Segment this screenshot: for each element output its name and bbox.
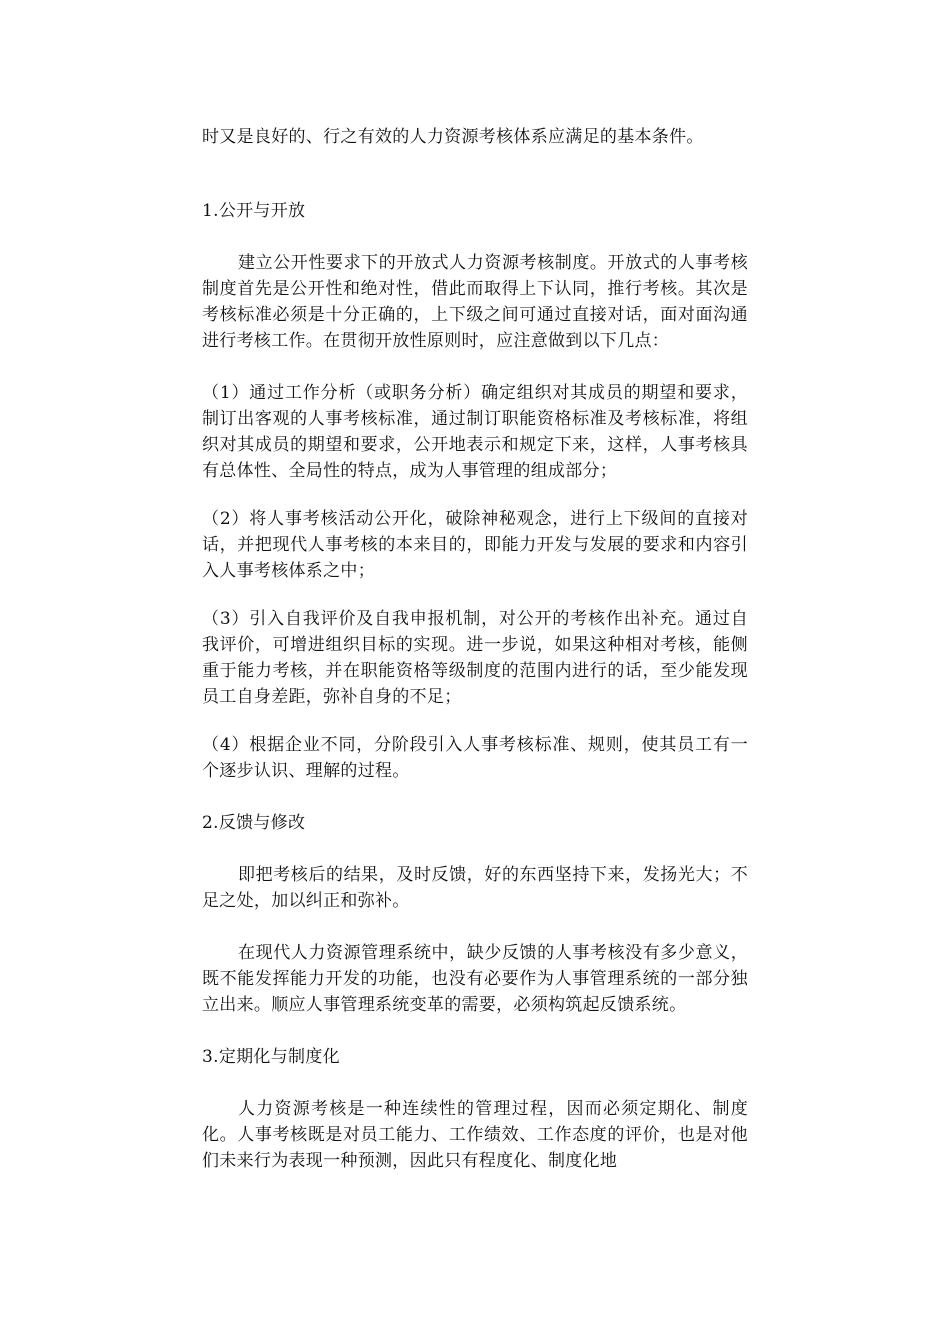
open-point-1: （1）通过工作分析（或职务分析）确定组织对其成员的期望和要求，制订出客观的人事考核标准，通过制订职能资格标准及考核标准，将组织对其成员的期望和要求，公开地表示和规定下来，这样，人事考核具有总体性、全局性的特点，成为人事管理的组成部分；: [202, 383, 748, 481]
section-open-intro: 建立公开性要求下的开放式人力资源考核制度。开放式的人事考核制度首先是公开性和绝对性，借此而取得上下认同，推行考核。其次是考核标准必须是十分正确的，上下级之间可通过直接对话，面对面沟通进行考核工作。在贯彻开放性原则时，应注意做到以下几点：: [202, 253, 748, 351]
lead-paragraph: 时又是良好的、行之有效的人力资源考核体系应满足的基本条件。: [202, 127, 704, 147]
feedback-paragraph-2: 在现代人力资源管理系统中，缺少反馈的人事考核没有多少意义，既不能发挥能力开发的功能，也没有必要作为人事管理系统的一部分独立出来。顺应人事管理系统变革的需要，必须构筑起反馈系统。: [202, 943, 748, 1015]
open-point-4: （4）根据企业不同，分阶段引入人事考核标准、规则，使其员工有一个逐步认识、理解的过程。: [202, 735, 748, 781]
section-heading-open: 1.公开与开放: [202, 201, 306, 221]
section-heading-regular: 3.定期化与制度化: [202, 1047, 340, 1067]
open-point-3: （3）引入自我评价及自我申报机制，对公开的考核作出补充。通过自我评价，可增进组织目标的实现。进一步说，如果这种相对考核，能侧重于能力考核，并在职能资格等级制度的范围内进行的话，至少能发现员工自身差距，弥补自身的不足；: [202, 609, 748, 707]
regular-paragraph-1: 人力资源考核是一种连续性的管理过程，因而必须定期化、制度化。人事考核既是对员工能力、工作绩效、工作态度的评价，也是对他们未来行为表现一种预测，因此只有程度化、制度化地: [202, 1099, 748, 1171]
document-body: [202, 124, 748, 1200]
feedback-paragraph-1: 即把考核后的结果，及时反馈，好的东西坚持下来，发扬光大；不足之处，加以纠正和弥补。: [202, 865, 748, 911]
open-point-2: （2）将人事考核活动公开化，破除神秘观念，进行上下级间的直接对话，并把现代人事考核的本来目的，即能力开发与发展的要求和内容引入人事考核体系之中；: [202, 509, 748, 581]
section-heading-feedback: 2.反馈与修改: [202, 813, 306, 833]
